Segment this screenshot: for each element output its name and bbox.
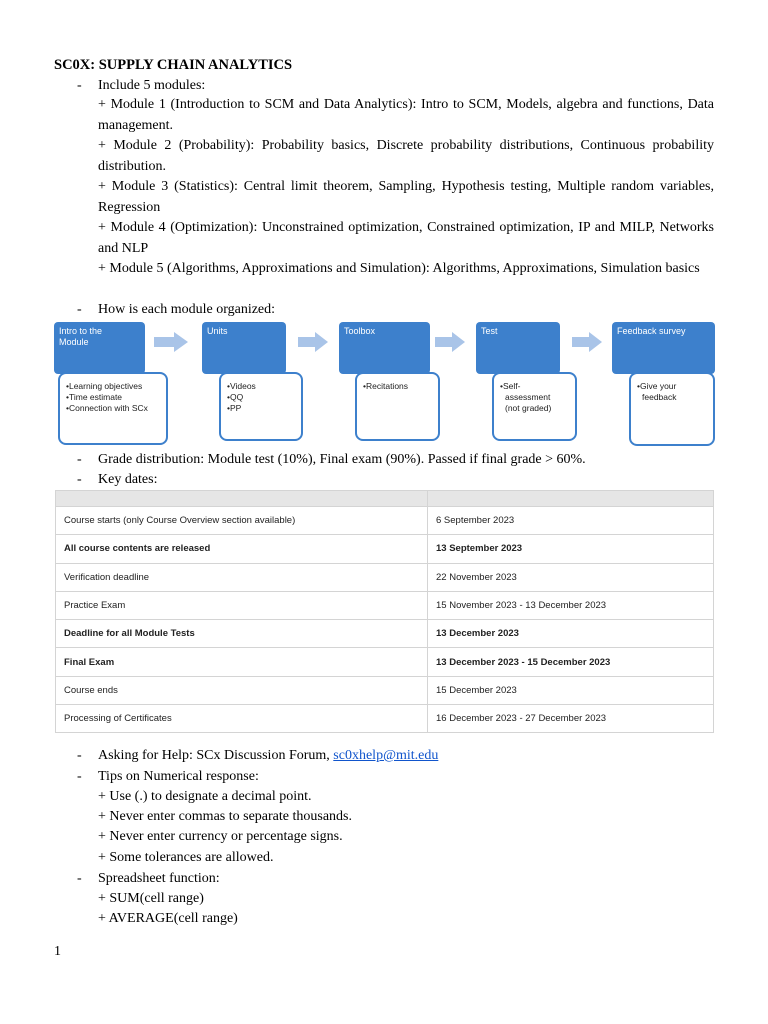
- table-header-cell: [56, 491, 428, 507]
- spreadsheet-heading: Spreadsheet function:: [98, 871, 220, 886]
- date-cell: 16 December 2023 - 27 December 2023: [428, 705, 714, 733]
- tip-item: + Never enter commas to separate thousands.: [98, 809, 352, 824]
- module-organization-diagram: [54, 320, 715, 448]
- key-dates-table: [55, 490, 714, 733]
- flow-item: •Videos: [227, 381, 256, 391]
- table-row: [56, 705, 714, 733]
- date-cell: 13 September 2023: [428, 535, 714, 563]
- flow-item: •Self-: [500, 381, 521, 391]
- flow-step-title: Test: [481, 326, 498, 336]
- bullet-dash: -: [77, 871, 82, 886]
- flow-arrow-icon: [298, 332, 328, 352]
- flow-step-units-details: [219, 372, 303, 441]
- flow-step-title: Toolbox: [344, 326, 376, 336]
- flow-arrow-icon: [435, 332, 465, 352]
- flow-item: •QQ: [227, 392, 244, 402]
- date-cell: 6 September 2023: [428, 507, 714, 535]
- bullet-dash: -: [77, 472, 82, 487]
- date-cell: 15 November 2023 - 13 December 2023: [428, 591, 714, 619]
- event-cell: Processing of Certificates: [56, 705, 428, 733]
- event-cell: Verification deadline: [56, 563, 428, 591]
- flow-step-units: [202, 322, 286, 374]
- help-prefix: Asking for Help: SCx Discussion Forum,: [98, 748, 334, 763]
- table-row: [56, 620, 714, 648]
- module-2-text: + Module 2 (Probability): Probability basics, Discrete probability distributions, Continuous probability distribution.: [98, 138, 714, 174]
- event-cell: Final Exam: [56, 648, 428, 676]
- flow-arrow-icon: [572, 332, 602, 352]
- table-header-row: [56, 491, 714, 507]
- event-cell: Practice Exam: [56, 591, 428, 619]
- tip-item: + Never enter currency or percentage signs.: [98, 829, 343, 844]
- bullet-dash: -: [77, 302, 82, 317]
- flow-arrow-icon: [154, 332, 188, 352]
- table-row: [56, 507, 714, 535]
- help-email-link[interactable]: sc0xhelp@mit.edu: [333, 748, 439, 763]
- flow-item: •Give your: [637, 381, 677, 391]
- bullet-dash: -: [77, 748, 82, 763]
- flow-step-toolbox-details: [355, 372, 440, 441]
- key-dates-heading: Key dates:: [98, 472, 158, 487]
- bullet-dash: -: [77, 769, 82, 784]
- tips-heading: Tips on Numerical response:: [98, 769, 259, 784]
- event-cell: All course contents are released: [56, 535, 428, 563]
- module-4-text: + Module 4 (Optimization): Unconstrained optimization, Constrained optimization, IP and MILP, Networks and NLP: [98, 220, 714, 256]
- flow-step-title: Intro to the: [59, 326, 103, 336]
- flow-item: •PP: [227, 403, 242, 413]
- flow-step-title: Module: [59, 337, 89, 347]
- flow-step-test-details: [492, 372, 577, 441]
- table-row: [56, 563, 714, 591]
- flow-item: •Time estimate: [66, 392, 123, 402]
- date-cell: 13 December 2023: [428, 620, 714, 648]
- flow-item: feedback: [642, 392, 677, 402]
- flow-step-test: [476, 322, 560, 374]
- page-number: 1: [54, 944, 61, 959]
- table-row: [56, 676, 714, 704]
- event-cell: Course starts (only Course Overview section available): [56, 507, 428, 535]
- bullet-dash: -: [77, 452, 82, 467]
- table-row: [56, 535, 714, 563]
- tip-item: + Some tolerances are allowed.: [98, 850, 274, 865]
- spreadsheet-item: + AVERAGE(cell range): [98, 911, 238, 926]
- document-title: SC0X: SUPPLY CHAIN ANALYTICS: [54, 57, 293, 73]
- flow-item: assessment: [505, 392, 551, 402]
- bullet-dash: -: [77, 78, 82, 93]
- table-header-cell: [428, 491, 714, 507]
- flow-item: (not graded): [505, 403, 552, 413]
- table-row: [56, 591, 714, 619]
- module-3-text: + Module 3 (Statistics): Central limit theorem, Sampling, Hypothesis testing, Multiple random variables, Regression: [98, 179, 714, 215]
- event-cell: Course ends: [56, 676, 428, 704]
- modules-intro: Include 5 modules:: [98, 78, 206, 93]
- flow-item: •Connection with SCx: [66, 403, 148, 413]
- date-cell: 13 December 2023 - 15 December 2023: [428, 648, 714, 676]
- flow-step-toolbox: [339, 322, 430, 374]
- flow-step-title: Units: [207, 326, 228, 336]
- module-5-text: + Module 5 (Algorithms, Approximations and Simulation): Algorithms, Approximations, Simulation basics: [98, 261, 700, 276]
- flow-step-intro-details: [58, 372, 168, 445]
- flow-step-title: Feedback survey: [617, 326, 686, 336]
- flow-step-feedback-details: [629, 372, 715, 446]
- flow-item: •Recitations: [363, 381, 409, 391]
- tip-item: + Use (.) to designate a decimal point.: [98, 789, 312, 804]
- date-cell: 22 November 2023: [428, 563, 714, 591]
- help-line: [98, 747, 438, 765]
- organized-heading: How is each module organized:: [98, 302, 276, 317]
- date-cell: 15 December 2023: [428, 676, 714, 704]
- flow-step-intro: [54, 322, 145, 374]
- table-row: [56, 648, 714, 676]
- flow-item: •Learning objectives: [66, 381, 143, 391]
- event-cell: Deadline for all Module Tests: [56, 620, 428, 648]
- flow-step-feedback: [612, 322, 715, 374]
- spreadsheet-item: + SUM(cell range): [98, 891, 204, 906]
- grade-distribution: Grade distribution: Module test (10%), Final exam (90%). Passed if final grade > 60%.: [98, 452, 586, 467]
- module-1-text: + Module 1 (Introduction to SCM and Data Analytics): Intro to SCM, Models, algebra and functions, Data management.: [98, 97, 714, 133]
